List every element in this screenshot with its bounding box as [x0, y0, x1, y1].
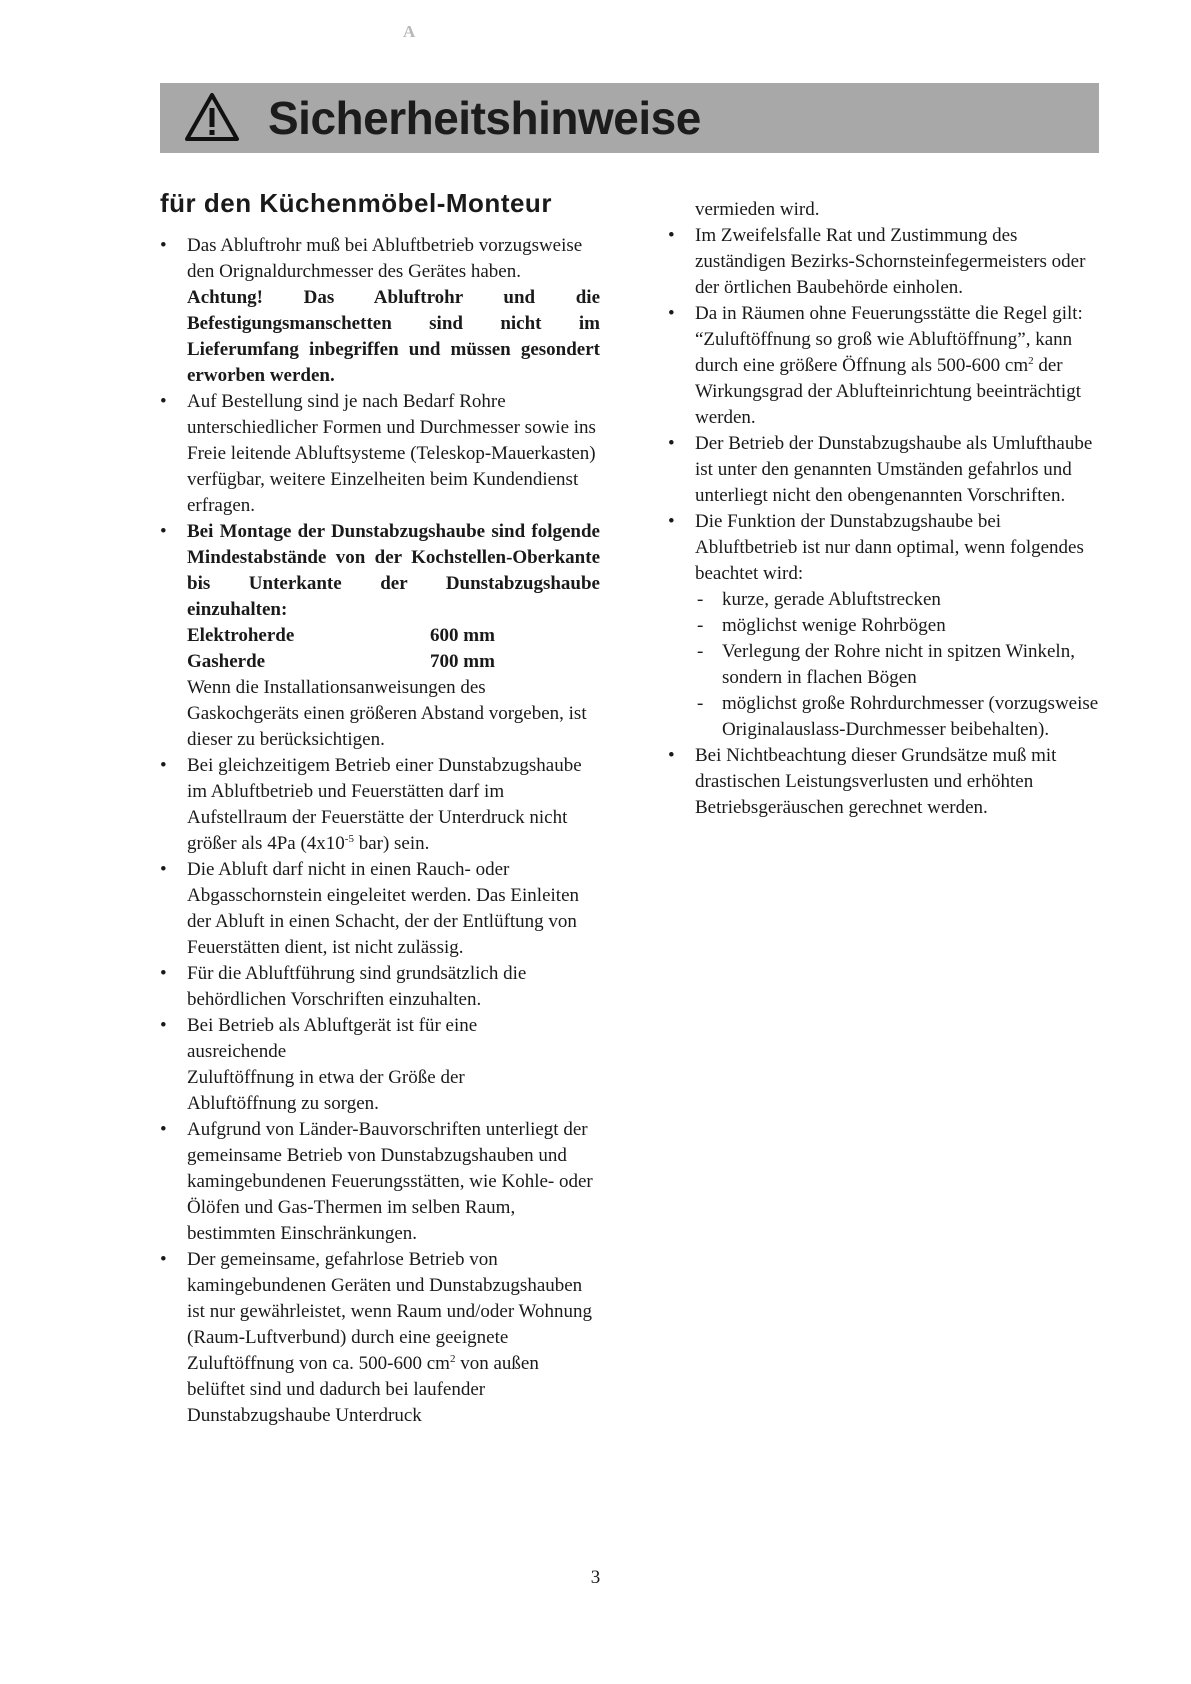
dash-item: - möglichst wenige Rohrbögen [695, 613, 1100, 639]
list-item: • Aufgrund von Länder-Bauvorschriften unterliegt der gemeinsame Betrieb von Dunstabzugshauben und kamingebundenen Feuerungsstätten, wie Kohle- oder Ölöfen und Gas-Thermen im selben Raum, bestimmten Einschränkungen. [160, 1117, 600, 1247]
list-item: • Die Funktion der Dunstabzugshaube bei Abluftbetrieb ist nur dann optimal, wenn folgendes beachtet wird: - kurze, gerade Abluftstrecken - möglichst wenige Rohrbögen - Verlegung der Rohre nicht in spitzen Winkeln, sondern in flachen Bögen - möglichst große Rohrdurchmesser (vorzugsweise Originalauslass-Durchmesser beibehalten). [668, 509, 1100, 743]
list-item: • Bei gleichzeitigem Betrieb einer Dunstabzugshaube im Abluftbetrieb und Feuerstätten darf im Aufstellraum der Feuerstätte der Unterdruck nicht größer als 4Pa ($4x10^{-5}$ bar) sein. [160, 753, 600, 857]
list-item: • Die Abluft darf nicht in einen Rauch- oder Abgasschornstein eingeleitet werden. Das Einleiten der Abluft in einen Schacht, der der Entlüftung von Feuerstätten dient, ist nicht zulässig. [160, 857, 600, 961]
list-item: • Da in Räumen ohne Feuerungsstätte die Regel gilt: “Zuluftöffnung so groß wie Abluftöffnung”, kann durch eine größere Öffnung als 500-600 $cm^2$ der Wirkungsgrad der Ablufteinrichtung beeinträchtigt werden. [668, 301, 1100, 431]
section-title: für den Küchenmöbel-Monteur [160, 188, 552, 218]
list-item: • Auf Bestellung sind je nach Bedarf Rohre unterschiedlicher Formen und Durchmesser sowie ins Freie leitende Abluftsysteme (Teleskop-Mauerkasten) verfügbar, weitere Einzelheiten beim Kundendienst erfragen. [160, 389, 600, 519]
list-item: • Für die Abluftführung sind grundsätzlich die behördlichen Vorschriften einzuhalten. [160, 961, 600, 1013]
dash-item: - kurze, gerade Abluftstrecken [695, 587, 1100, 613]
distance-row: Elektroherde 600 mm [187, 625, 495, 646]
page-number: 3 [590, 1567, 601, 1588]
list-item: • Bei Montage der Dunstabzugshaube sind folgende Mindestabstände von der Kochstellen-Oberkante bis Unterkante der Dunstabzugshaube einzuhalten: Elektroherde 600 mm Gasherde 700 mm Wenn die Installationsanweisungen des Gaskochgeräts einen größeren Abstand vorgeben, ist dieser zu berücksichtigen. [160, 519, 600, 753]
list-item: • Bei Betrieb als Abluftgerät ist für eine ausreichende Zuluftöffnung in etwa der Größe der Abluftöffnung zu sorgen. [160, 1013, 600, 1117]
dash-item: - möglichst große Rohrdurchmesser (vorzugsweise Originalauslass-Durchmesser beibehalten). [695, 691, 1100, 743]
page-title: Sicherheitshinweise [268, 92, 701, 144]
page-marker: A [403, 22, 416, 41]
right-column [668, 197, 1100, 821]
list-item: • Im Zweifelsfalle Rat und Zustimmung des zuständigen Bezirks-Schornsteinfegermeisters oder der örtlichen Baubehörde einholen. [668, 223, 1100, 301]
title-banner [160, 83, 1099, 153]
list-item: • Der Betrieb der Dunstabzugshaube als Umlufthaube ist unter den genannten Umständen gefahrlos und unterliegt nicht den obengenannten Vorschriften. [668, 431, 1100, 509]
dash-item: - Verlegung der Rohre nicht in spitzen Winkeln, sondern in flachen Bögen [695, 639, 1100, 691]
list-item: • Das Abluftrohr muß bei Abluftbetrieb vorzugsweise den Orignaldurchmesser des Gerätes haben. Achtung! Das Abluftrohr und die Befestigungsmanschetten sind nicht im Lieferumfang inbegriffen und müssen gesondert erworben werden. [160, 233, 600, 389]
left-column [160, 233, 600, 1429]
list-item: • Der gemeinsame, gefahrlose Betrieb von kamingebundenen Geräten und Dunstabzugshauben ist nur gewährleistet, wenn Raum und/oder Wohnung (Raum-Luftverbund) durch eine geeignete Zuluftöffnung von ca. 500-600 $cm^2$ von außen belüftet sind und dadurch bei laufender Dunstabzugshaube Unterdruck [160, 1247, 600, 1429]
list-item: • Bei Nichtbeachtung dieser Grundsätze muß mit drastischen Leistungsverlusten und erhöhten Betriebsgeräuschen gerechnet werden. [668, 743, 1100, 821]
continued-text: vermieden wird. [695, 199, 820, 220]
warning-triangle-icon [184, 92, 240, 142]
distance-row: Gasherde 700 mm [187, 651, 495, 672]
